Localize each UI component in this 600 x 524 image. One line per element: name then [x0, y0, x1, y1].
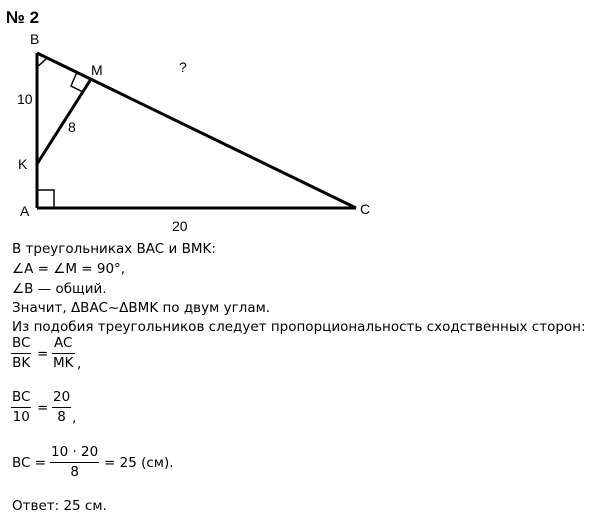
denominator: 8	[70, 464, 79, 480]
length-bk: 10	[17, 91, 33, 107]
equals-sign: =	[37, 400, 49, 416]
side-bc	[37, 53, 356, 208]
fraction-bc-10	[11, 389, 31, 425]
vertex-label-c: C	[360, 201, 371, 217]
denominator: BK	[12, 355, 31, 371]
fraction-ac-mk	[52, 335, 75, 371]
comma: ,	[72, 410, 77, 426]
numerator: BC	[12, 389, 31, 405]
vertex-label-a: A	[20, 203, 30, 219]
numerator: BC	[12, 335, 31, 351]
right-angle-mark-a	[37, 190, 54, 208]
bc-result: = 25 (см).	[104, 455, 174, 471]
denominator: 10	[12, 409, 30, 425]
bc-lhs: BC =	[12, 455, 47, 471]
fraction-bar	[52, 407, 71, 408]
fraction-bar	[11, 407, 31, 408]
solution-line-3: ∠B — общий.	[12, 281, 107, 297]
numerator: 10 · 20	[51, 444, 99, 460]
numerator: AC	[54, 335, 73, 351]
solution-line-2: ∠A = ∠M = 90°,	[12, 261, 126, 277]
fraction-20-8	[52, 389, 71, 425]
equals-sign: =	[37, 346, 49, 362]
length-ac: 20	[172, 218, 188, 234]
fraction-bar	[50, 462, 99, 463]
denominator: MK	[53, 355, 74, 371]
triangle-figure	[0, 0, 600, 240]
fraction-bar	[52, 353, 75, 354]
solution-line-1: В треугольниках BAC и BMK:	[12, 241, 216, 257]
vertex-label-m: M	[91, 62, 103, 78]
solution-line-5: Из подобия треугольников следует пропорциональность сходственных сторон:	[12, 319, 586, 335]
problem-number: № 2	[6, 8, 40, 27]
fraction-bc-bk	[11, 335, 31, 371]
vertex-label-b: B	[30, 31, 40, 47]
length-km: 8	[68, 119, 76, 135]
answer-line: Ответ: 25 см.	[12, 498, 107, 514]
fraction-10x20-8	[50, 444, 99, 480]
fraction-bar	[11, 353, 31, 354]
question-mark: ?	[179, 59, 187, 75]
vertex-label-k: K	[18, 156, 28, 172]
comma: ,	[77, 356, 82, 372]
denominator: 8	[57, 409, 66, 425]
numerator: 20	[53, 389, 71, 405]
solution-line-4: Значит, ΔBAC~ΔBMK по двум углам.	[12, 300, 271, 316]
